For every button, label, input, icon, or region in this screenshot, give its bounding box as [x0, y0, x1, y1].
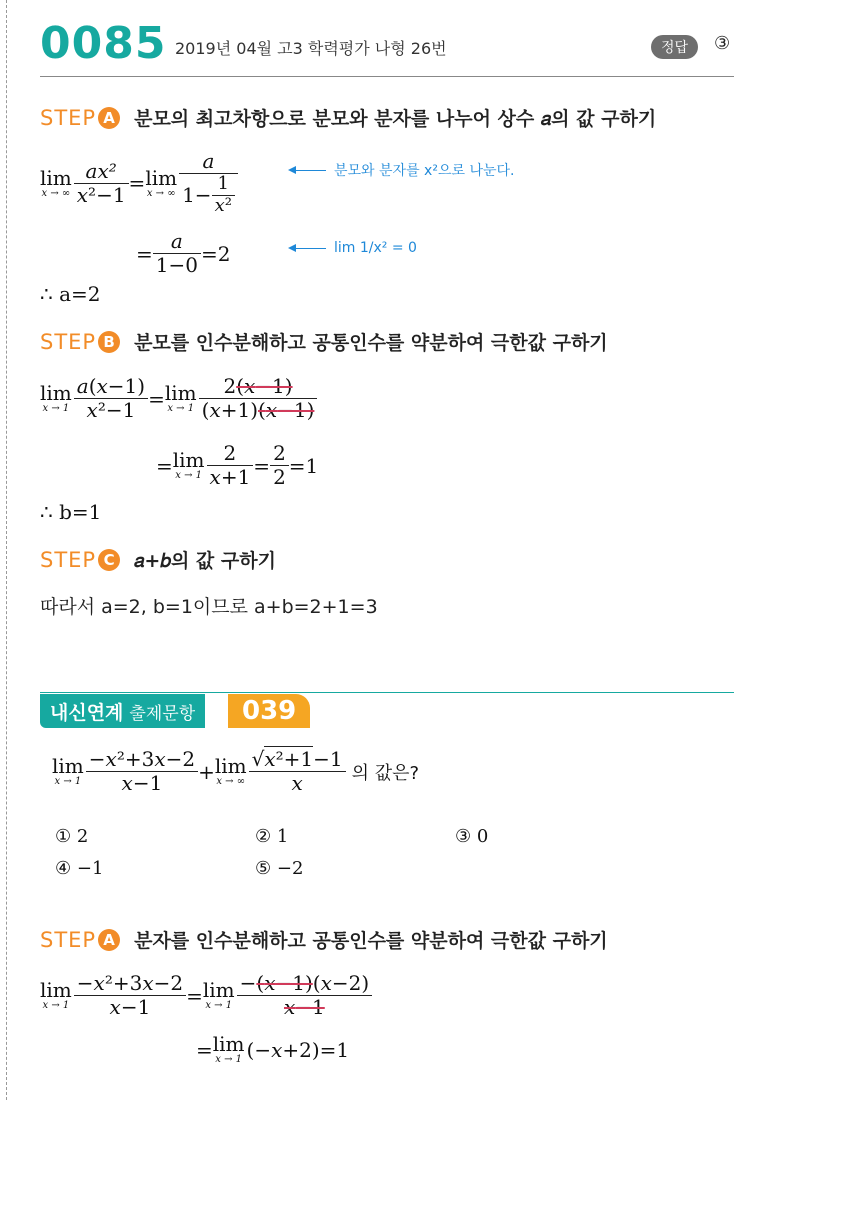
eq-a1: lim x → ∞ $\frac{\text{ax²}}{\text{x²−1}}$ = lim x → ∞ a 1− $\frac{1}{\text{x²}}$: [40, 150, 238, 216]
section-number: 039: [228, 694, 310, 728]
eq-b2: = lim x → 1 $\frac{2}{x+1}$ = $\frac{2}{2}$ =1: [156, 441, 319, 489]
eq-a3: lim x → 1 $\frac{\text{−x²+3x−2}}{x-1}$ = lim x → 1 $\frac{-(x-1)(x-2)}{x-1}$: [40, 972, 372, 1019]
step-a2-heading: STEP A 분자를 인수분해하고 공통인수를 약분하여 극한값 구하기: [40, 927, 608, 952]
step-letter-icon: A: [98, 929, 120, 951]
eq-a4: = lim x → 1 (−x+2)=1: [196, 1032, 350, 1065]
step-c-heading: STEP C 𝑎+𝑏의 값 구하기: [40, 547, 276, 572]
problem-number: 0085: [40, 18, 167, 69]
eq-b1: lim x → 1 $\frac{a(x-1)}{\text{x²−1}}$ = lim x → 1 $\frac{2(x-1)}{(x+1)(x-1)}$: [40, 375, 317, 422]
left-margin-line: [6, 0, 7, 1100]
question-suffix: 의 값은?: [351, 762, 420, 784]
step-letter-icon: A: [98, 107, 120, 129]
header-rule: [40, 76, 734, 77]
answer-value: ③: [714, 33, 731, 54]
related-problem-header: [40, 690, 734, 728]
note-divide: 분모와 분자를 x²으로 나눈다.: [290, 160, 514, 180]
arrow-left-icon: [290, 248, 326, 249]
a-result: ∴ a=2: [40, 282, 101, 306]
answer-badge: 정답: [651, 35, 698, 59]
step-title: 분자를 인수분해하고 공통인수를 약분하여 극한값 구하기: [134, 930, 608, 952]
step-b-heading: STEP B 분모를 인수분해하고 공통인수를 약분하여 극한값 구하기: [40, 329, 608, 354]
choice-4[interactable]: ④ −1: [55, 858, 104, 879]
step-title: 분모의 최고차항으로 분모와 분자를 나누어 상수 𝑎의 값 구하기: [134, 108, 657, 130]
step-a-heading: [40, 104, 656, 131]
eq-a2: = $\frac{a}{1-0}$ =2: [136, 229, 231, 277]
step-label: STEP: [40, 105, 97, 130]
step-letter-icon: B: [98, 331, 120, 353]
arrow-left-icon: [290, 170, 326, 171]
step-title: 𝑎+𝑏의 값 구하기: [134, 550, 276, 572]
note-limit: lim 1/x² = 0: [290, 240, 417, 256]
step-letter-icon: C: [98, 549, 120, 571]
problem-source: 2019년 04월 고3 학력평가 나형 26번: [175, 39, 447, 58]
step-title: 분모를 인수분해하고 공통인수를 약분하여 극한값 구하기: [134, 332, 608, 354]
choice-5[interactable]: ⑤ −2: [255, 858, 304, 879]
choice-1[interactable]: ① 2: [55, 826, 89, 847]
section-rule: [40, 692, 734, 693]
section-label: 내신연계 출제문항: [40, 694, 205, 728]
choice-3[interactable]: ③ 0: [455, 826, 489, 847]
b-result: ∴ b=1: [40, 500, 102, 524]
question: lim x → 1 $\frac{\text{−x²+3x−2}}{x-1}$ + lim x → ∞ $\frac{\text{√x²+1−1}}{x}$ 의 값은?: [52, 747, 420, 795]
choice-2[interactable]: ② 1: [255, 826, 289, 847]
conclusion: 따라서 a=2, b=1이므로 a+b=2+1=3: [40, 596, 378, 618]
